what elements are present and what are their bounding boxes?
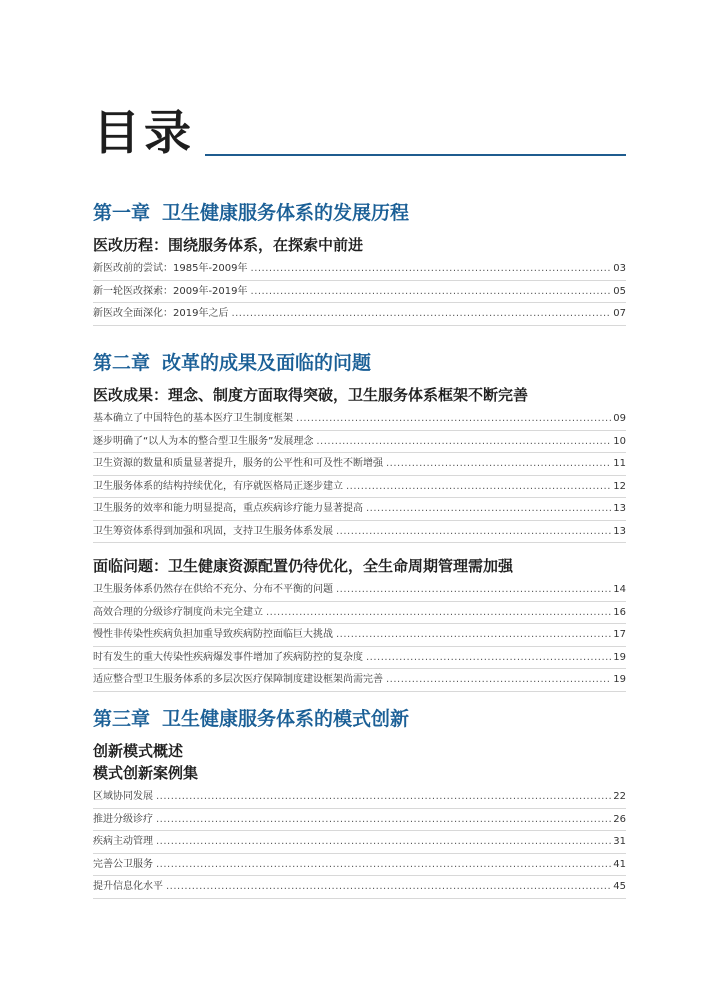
toc-entry[interactable] <box>93 669 626 692</box>
entry-page: 05 <box>613 285 626 297</box>
entry-label: 高效合理的分级诊疗制度尚未完全建立 <box>93 606 263 618</box>
leader-dots <box>156 809 611 832</box>
leader-dots <box>316 431 611 454</box>
entry-list <box>93 579 626 692</box>
entry-page: 11 <box>613 458 626 469</box>
section-title[interactable]: 模式创新案例集 <box>93 764 199 782</box>
leader-dots <box>231 303 611 326</box>
toc-entry[interactable] <box>93 258 626 281</box>
section-title[interactable]: 面临问题：卫生健康资源配置仍待优化，全生命周期管理需加强 <box>93 557 514 575</box>
leader-dots <box>336 579 611 602</box>
leader-dots <box>346 476 611 499</box>
entry-label: 疾病主动管理 <box>93 836 153 847</box>
entry-label: 逐步明确了“以人为本的整合型卫生服务”发展理念 <box>93 435 314 447</box>
toc-entry[interactable] <box>93 831 626 854</box>
leader-dots <box>386 669 611 692</box>
entry-list <box>93 258 626 326</box>
entry-label: 卫生资源的数量和质量显著提升，服务的公平性和可及性不断增强 <box>93 458 383 469</box>
entry-page: 07 <box>613 308 626 319</box>
entry-page: 12 <box>613 480 626 492</box>
leader-dots <box>156 854 611 877</box>
entry-page: 13 <box>613 503 626 514</box>
leader-dots <box>366 498 611 521</box>
entry-label: 适应整合型卫生服务体系的多层次医疗保障制度建设框架尚需完善 <box>93 674 383 685</box>
toc-entry[interactable] <box>93 281 626 304</box>
leader-dots <box>336 521 611 544</box>
title-rule <box>205 154 626 156</box>
entry-label: 时有发生的重大传染性疾病爆发事件增加了疾病防控的复杂度 <box>93 651 363 663</box>
section-title[interactable]: 医改历程：围绕服务体系，在探索中前进 <box>93 236 364 254</box>
chapter-1 <box>93 200 626 326</box>
chapter-number: 第一章 <box>93 202 151 224</box>
toc-entry[interactable] <box>93 408 626 431</box>
entry-label: 提升信息化水平 <box>93 881 163 892</box>
toc-entry[interactable] <box>93 786 626 809</box>
toc-entry[interactable] <box>93 624 626 647</box>
toc-header <box>93 108 626 160</box>
entry-list <box>93 408 626 543</box>
toc-entry[interactable] <box>93 647 626 670</box>
chapter-2 <box>93 350 626 692</box>
entry-page: 19 <box>613 651 626 663</box>
toc-entry[interactable] <box>93 498 626 521</box>
chapter-title[interactable] <box>93 200 626 226</box>
chapter-title-text: 改革的成果及面临的问题 <box>162 352 372 374</box>
leader-dots <box>156 831 611 854</box>
toc-entry[interactable] <box>93 431 626 454</box>
entry-page: 31 <box>613 836 626 847</box>
entry-label: 慢性非传染性疾病负担加重导致疾病防控面临巨大挑战 <box>93 629 333 640</box>
entry-label: 卫生服务体系仍然存在供给不充分、分布不平衡的问题 <box>93 584 333 595</box>
entry-page: 22 <box>613 791 626 802</box>
leader-dots <box>156 786 611 809</box>
leader-dots <box>296 408 611 431</box>
chapter-number: 第三章 <box>93 708 151 730</box>
toc-entry[interactable] <box>93 809 626 832</box>
entry-page: 45 <box>613 881 626 892</box>
toc-entry[interactable] <box>93 453 626 476</box>
leader-dots <box>251 258 612 281</box>
leader-dots <box>266 602 611 625</box>
entry-label: 卫生服务的效率和能力明显提高，重点疾病诊疗能力显著提高 <box>93 503 363 514</box>
leader-dots <box>386 453 611 476</box>
leader-dots <box>366 647 611 670</box>
entry-label: 完善公卫服务 <box>93 858 153 870</box>
toc-entry[interactable] <box>93 854 626 877</box>
chapter-title-text: 卫生健康服务体系的发展历程 <box>162 202 410 224</box>
entry-label: 新医改全面深化：2019年之后 <box>93 308 229 319</box>
toc-entry[interactable] <box>93 303 626 326</box>
entry-label: 基本确立了中国特色的基本医疗卫生制度框架 <box>93 413 293 424</box>
entry-page: 09 <box>613 413 626 424</box>
toc-entry[interactable] <box>93 476 626 499</box>
entry-page: 41 <box>613 858 626 870</box>
page-title: 目录 <box>93 106 195 161</box>
entry-page: 17 <box>613 629 626 640</box>
chapter-title[interactable] <box>93 350 626 376</box>
entry-label: 卫生服务体系的结构持续优化，有序就医格局正逐步建立 <box>93 480 343 492</box>
entry-label: 区域协同发展 <box>93 791 153 802</box>
toc-entry[interactable] <box>93 579 626 602</box>
entry-label: 卫生筹资体系得到加强和巩固，支持卫生服务体系发展 <box>93 525 333 537</box>
entry-list <box>93 786 626 899</box>
toc-entry[interactable] <box>93 876 626 899</box>
chapter-number: 第二章 <box>93 352 151 374</box>
toc-entry[interactable] <box>93 602 626 625</box>
entry-page: 19 <box>613 674 626 685</box>
toc-entry[interactable] <box>93 521 626 544</box>
chapter-title-text: 卫生健康服务体系的模式创新 <box>162 708 410 730</box>
entry-label: 新医改前的尝试：1985年-2009年 <box>93 263 248 274</box>
leader-dots <box>166 876 611 899</box>
leader-dots <box>251 281 612 304</box>
entry-page: 14 <box>613 584 626 595</box>
entry-page: 13 <box>613 525 626 537</box>
section-title[interactable]: 创新模式概述 <box>93 742 184 760</box>
leader-dots <box>336 624 611 647</box>
entry-page: 26 <box>613 813 626 825</box>
entry-page: 16 <box>613 606 626 618</box>
entry-page: 03 <box>613 263 626 274</box>
entry-page: 10 <box>613 435 626 447</box>
entry-label: 推进分级诊疗 <box>93 813 153 825</box>
chapter-title[interactable] <box>93 706 626 732</box>
chapter-3 <box>93 706 626 899</box>
section-title[interactable]: 医改成果：理念、制度方面取得突破，卫生服务体系框架不断完善 <box>93 386 529 404</box>
entry-label: 新一轮医改探索：2009年-2019年 <box>93 285 248 297</box>
